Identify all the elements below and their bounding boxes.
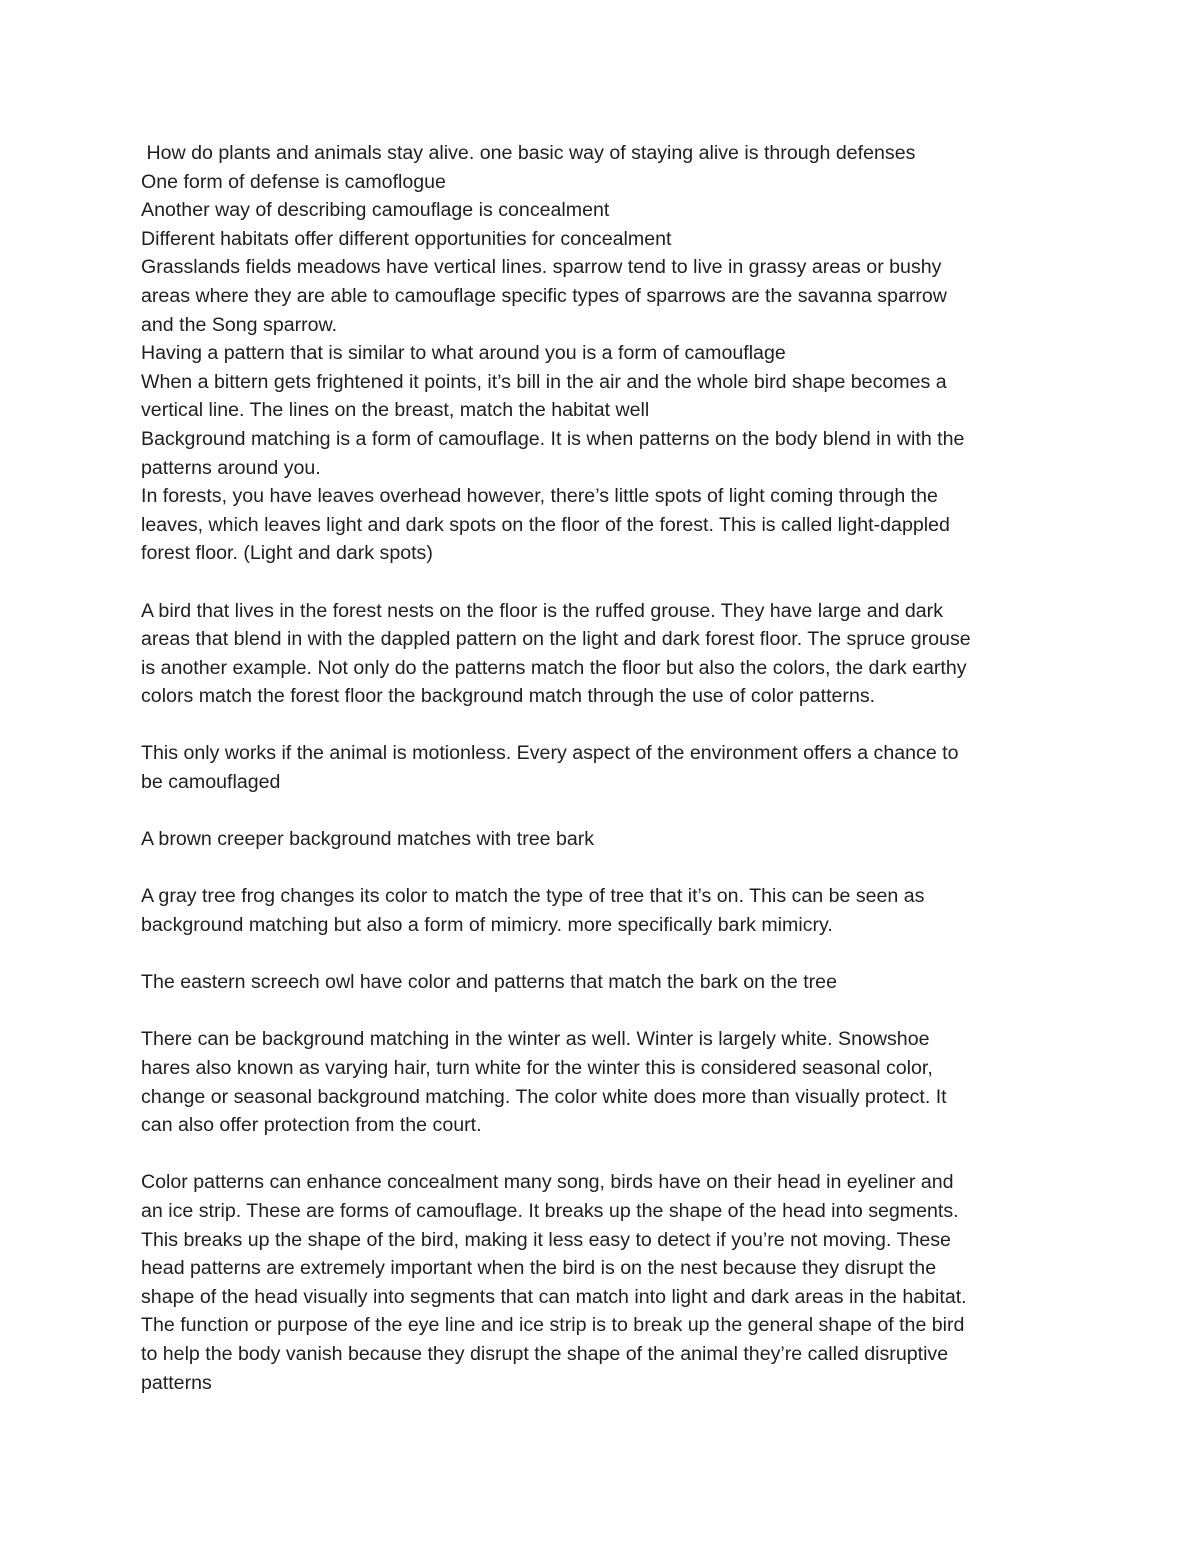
text-line: an ice strip. These are forms of camouflage. It breaks up the shape of the head into segments.: [141, 1199, 959, 1222]
text-line: colors match the forest floor the background match through the use of color patterns.: [141, 685, 876, 708]
text-line: There can be background matching in the winter as well. Winter is largely white. Snowshoe: [141, 1028, 930, 1051]
text-line: Different habitats offer different opportunities for concealment: [141, 227, 672, 250]
text-line: The eastern screech owl have color and patterns that match the bark on the tree: [141, 971, 837, 994]
paragraph-spacer: [141, 711, 1061, 740]
text-line: is another example. Not only do the patterns match the floor but also the colors, the dark earthy: [141, 656, 967, 679]
text-line: How do plants and animals stay alive. one basic way of staying alive is through defenses: [141, 142, 916, 164]
paragraph-spacer: [141, 997, 1061, 1026]
text-line: A bird that lives in the forest nests on the floor is the ruffed grouse. They have large and dark: [141, 599, 944, 622]
paragraph-spacer: [141, 797, 1061, 826]
text-line: shape of the head visually into segments that can match into light and dark areas in the habitat.: [141, 1285, 967, 1308]
text-line: The function or purpose of the eye line and ice strip is to break up the general shape of the bird: [141, 1314, 965, 1337]
text-line: be camouflaged: [141, 771, 281, 794]
text-line: to help the body vanish because they disrupt the shape of the animal they’re called disruptive: [141, 1342, 949, 1365]
text-line: forest floor. (Light and dark spots): [141, 542, 433, 565]
text-line: Another way of describing camouflage is concealment: [141, 199, 610, 222]
paragraph-spacer: [141, 1140, 1061, 1169]
text-line: When a bittern gets frightened it points, it’s bill in the air and the whole bird shape becomes a: [141, 370, 947, 393]
text-line: This only works if the animal is motionless. Every aspect of the environment offers a chance to: [141, 742, 959, 765]
text-line: Grasslands fields meadows have vertical lines. sparrow tend to live in grassy areas or bushy: [141, 256, 942, 279]
text-line: and the Song sparrow.: [141, 313, 338, 336]
text-line: patterns: [141, 1371, 212, 1394]
text-line: areas that blend in with the dappled pattern on the light and dark forest floor. The spruce grouse: [141, 628, 971, 651]
text-line: Background matching is a form of camouflage. It is when patterns on the body blend in with the: [141, 427, 965, 450]
text-line: can also offer protection from the court.: [141, 1114, 482, 1137]
text-line: areas where they are able to camouflage specific types of sparrows are the savanna sparrow: [141, 284, 947, 307]
text-line: vertical line. The lines on the breast, match the habitat well: [141, 399, 650, 422]
paragraph-spacer: [141, 854, 1061, 883]
text-line: hares also known as varying hair, turn white for the winter this is considered seasonal color,: [141, 1057, 933, 1079]
text-line: patterns around you.: [141, 456, 321, 479]
paragraph-spacer: [141, 568, 1061, 597]
document-body: [141, 139, 1061, 1397]
text-line: One form of defense is camoflogue: [141, 170, 446, 193]
text-line: A gray tree frog changes its color to match the type of tree that it’s on. This can be seen as: [141, 885, 925, 908]
text-line: This breaks up the shape of the bird, making it less easy to detect if you’re not moving. These: [141, 1228, 951, 1251]
text-line: change or seasonal background matching. The color white does more than visually protect. It: [141, 1085, 947, 1108]
text-line: background matching but also a form of mimicry. more specifically bark mimicry.: [141, 914, 833, 937]
paragraph-spacer: [141, 940, 1061, 969]
text-line: head patterns are extremely important when the bird is on the nest because they disrupt the: [141, 1257, 937, 1280]
text-line: A brown creeper background matches with tree bark: [141, 828, 595, 851]
text-line: Having a pattern that is similar to what around you is a form of camouflage: [141, 342, 786, 365]
text-line: In forests, you have leaves overhead however, there’s little spots of light coming through the: [141, 485, 938, 508]
text-line: leaves, which leaves light and dark spots on the floor of the forest. This is called light-dappled: [141, 513, 950, 536]
text-line: Color patterns can enhance concealment many song, birds have on their head in eyeliner and: [141, 1171, 954, 1194]
